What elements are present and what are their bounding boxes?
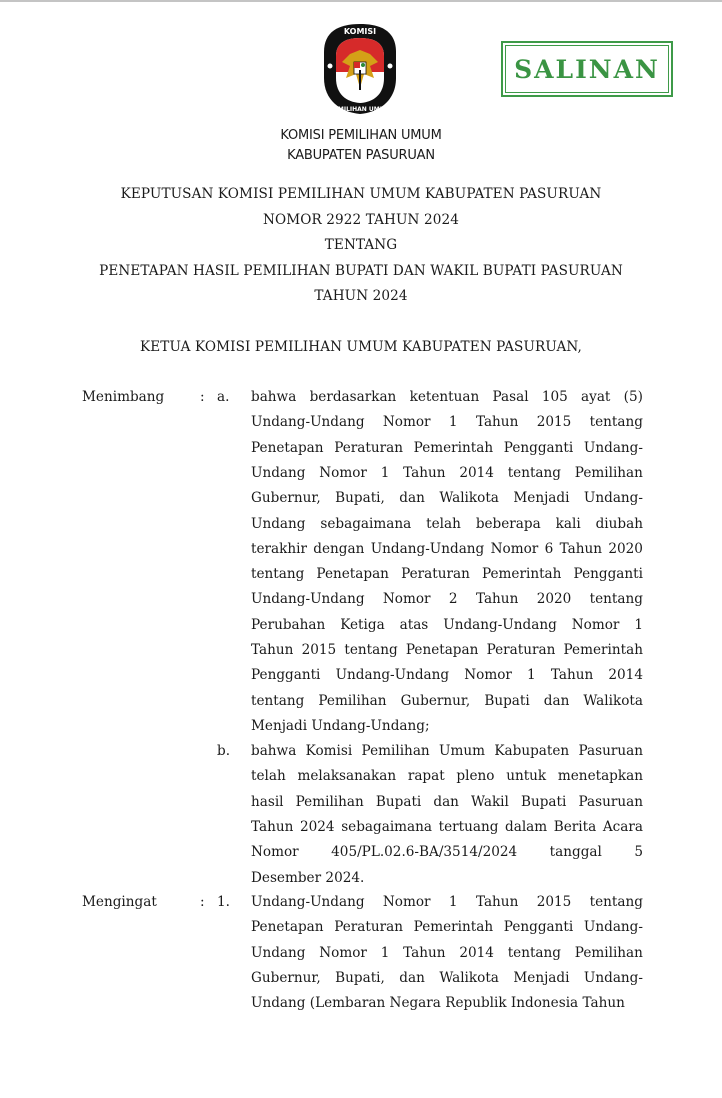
word: Peraturan xyxy=(401,566,470,583)
word: sebagaimana xyxy=(341,818,433,835)
word: ayat xyxy=(581,389,611,405)
text-line xyxy=(251,516,643,532)
issuer-line: KETUA KOMISI PEMILIHAN UMUM KABUPATEN PASURUAN, xyxy=(140,339,582,355)
org-name-line1: KOMISI PEMILIHAN UMUM xyxy=(280,128,442,143)
text-line xyxy=(251,794,643,810)
text-line xyxy=(251,465,643,481)
word: Walikota xyxy=(439,490,499,507)
word: dan xyxy=(433,793,459,810)
word: Penetapan xyxy=(251,919,324,936)
word: Undang xyxy=(251,464,306,481)
word: Bupati xyxy=(484,692,530,709)
word: Undang-Undang xyxy=(443,616,557,633)
word: 105 xyxy=(541,389,568,405)
word: 1 xyxy=(448,894,458,910)
word: Nomor xyxy=(319,464,367,481)
word: Bupati xyxy=(375,793,422,810)
word: tentang xyxy=(589,591,643,608)
word: Pengganti xyxy=(251,667,321,684)
word: 2014 xyxy=(608,667,643,684)
word: dan xyxy=(399,969,425,986)
word: Gubernur, xyxy=(251,969,321,986)
word: 2014 xyxy=(459,944,494,961)
text-line xyxy=(251,414,643,430)
word: berdasarkan xyxy=(309,389,397,405)
text-line xyxy=(251,693,643,709)
text-line xyxy=(251,970,643,986)
word: tentang xyxy=(589,414,643,431)
word: melaksanakan xyxy=(297,768,397,785)
word: Undang-Undang xyxy=(370,540,485,557)
word: Wakil xyxy=(471,793,509,810)
word: 1 xyxy=(448,414,458,431)
kpu-logo-icon xyxy=(320,22,400,116)
word: Umum xyxy=(439,743,486,759)
word: kali xyxy=(555,515,581,532)
word: Bupati, xyxy=(335,969,385,986)
word: 2020 xyxy=(608,540,643,557)
word: Bupati, xyxy=(335,490,385,507)
word: 405/PL.02.6-BA/3514/2024 xyxy=(331,844,518,861)
word: 1 xyxy=(527,667,536,684)
word: Pemilihan xyxy=(318,692,387,709)
item-marker-a: a. xyxy=(217,389,230,405)
word: Pemilihan xyxy=(361,743,430,759)
word: (5) xyxy=(623,389,643,405)
word: Pemerintah xyxy=(481,566,562,583)
word: tentang xyxy=(344,642,398,658)
word: Pasuruan xyxy=(578,743,643,759)
text-line xyxy=(251,566,643,582)
word: tentang xyxy=(251,566,305,583)
word: Peraturan xyxy=(334,439,403,456)
decree-subject: PENETAPAN HASIL PEMILIHAN BUPATI DAN WAKIL BUPATI PASURUAN xyxy=(99,263,623,279)
text-line: Desember 2024. xyxy=(251,869,365,886)
word: Undang xyxy=(251,944,306,961)
word: 2015 xyxy=(536,414,572,431)
mengingat-colon: : xyxy=(200,894,205,910)
word: Tahun xyxy=(475,591,519,608)
word: rapat xyxy=(407,768,445,785)
item-marker-b: b. xyxy=(217,743,231,759)
word: Pemerintah xyxy=(413,919,494,936)
word: 2024 xyxy=(299,818,335,835)
word: Menjadi xyxy=(513,490,570,507)
word: 1 xyxy=(380,944,390,961)
word: Ketiga xyxy=(340,616,385,633)
word: Undang- xyxy=(583,919,643,936)
decree-tentang: TENTANG xyxy=(324,237,398,253)
text-line xyxy=(251,894,643,910)
word: Peraturan xyxy=(334,919,403,936)
text-line: Menjadi Undang-Undang; xyxy=(251,717,430,734)
word: Tahun xyxy=(550,667,594,684)
word: 2015 xyxy=(536,894,572,910)
word: Nomor xyxy=(319,944,367,961)
word: Undang-Undang xyxy=(251,894,365,910)
word: terakhir xyxy=(251,540,307,557)
word: Nomor xyxy=(571,616,620,633)
word: tentang xyxy=(507,944,561,961)
word: tentang xyxy=(507,464,561,481)
word: Nomor xyxy=(382,894,431,910)
menimbang-colon: : xyxy=(200,389,205,405)
word: Nomor xyxy=(251,844,299,861)
word: Tahun xyxy=(403,464,446,481)
word: Gubernur, xyxy=(251,490,321,507)
text-line xyxy=(251,642,643,658)
decree-number: NOMOR 2922 TAHUN 2024 xyxy=(263,212,459,228)
text-line xyxy=(251,743,643,759)
menimbang-label: Menimbang xyxy=(82,389,165,405)
decree-year: TAHUN 2024 xyxy=(314,288,408,304)
item-marker-1: 1. xyxy=(217,894,230,910)
word: hasil xyxy=(251,793,284,810)
word: Pemilihan xyxy=(295,793,364,810)
word: Tahun xyxy=(251,642,294,658)
word: tentang xyxy=(589,894,643,910)
org-name-line2: KABUPATEN PASURUAN xyxy=(287,148,435,163)
word: Nomor xyxy=(382,591,431,608)
word: Peraturan xyxy=(486,642,556,658)
word: Undang- xyxy=(583,969,643,986)
word: dan xyxy=(543,692,570,709)
word: Tahun xyxy=(475,894,519,910)
word: telah xyxy=(251,768,286,785)
word: Walikota xyxy=(439,969,499,986)
word: Pasuruan xyxy=(578,793,643,810)
word: Undang- xyxy=(583,490,643,507)
word: pleno xyxy=(456,768,495,785)
word: 2020 xyxy=(536,591,572,608)
word: 1 xyxy=(634,616,643,633)
word: Gubernur, xyxy=(400,692,471,709)
word: 2015 xyxy=(301,642,337,658)
word: telah xyxy=(426,515,461,532)
word: Penetapan xyxy=(316,566,389,583)
word: Walikota xyxy=(583,692,643,709)
word: Bupati xyxy=(520,793,567,810)
word: Undang-Undang xyxy=(335,667,450,684)
word: Acara xyxy=(602,818,643,835)
word: ketentuan xyxy=(409,389,480,405)
word: Pemilihan xyxy=(574,464,643,481)
word: tentang xyxy=(251,692,305,709)
word: 1 xyxy=(380,464,390,481)
text-line xyxy=(251,440,643,456)
word: bahwa xyxy=(251,743,297,759)
word: untuk xyxy=(506,768,547,785)
word: dalam xyxy=(505,818,548,835)
word: beberapa xyxy=(475,515,541,532)
word: tertuang xyxy=(438,818,499,835)
word: diubah xyxy=(595,515,643,532)
word: tanggal xyxy=(549,844,602,861)
word: Undang-Undang xyxy=(251,591,365,608)
word: Nomor xyxy=(464,667,512,684)
word: Undang- xyxy=(583,439,643,456)
word: Pengganti xyxy=(503,919,574,936)
word: Pasal xyxy=(492,389,529,405)
text-line xyxy=(251,945,643,961)
word: menetapkan xyxy=(557,768,643,785)
word: Pengganti xyxy=(573,566,643,583)
word: 6 xyxy=(544,540,554,557)
word: atas xyxy=(399,616,429,633)
word: 2 xyxy=(448,591,458,608)
svg-text:PEMILIHAN UMUM: PEMILIHAN UMUM xyxy=(329,106,391,113)
text-line xyxy=(251,490,643,506)
word: 2014 xyxy=(459,464,494,481)
word: dan xyxy=(399,490,425,507)
word: Pemerintah xyxy=(563,642,643,658)
word: Tahun xyxy=(475,414,519,431)
word: Berita xyxy=(553,818,597,835)
text-line xyxy=(251,819,643,835)
text-line xyxy=(251,667,643,683)
word: Perubahan xyxy=(251,616,326,633)
word: Undang-Undang xyxy=(251,414,365,431)
word: Undang xyxy=(251,515,306,532)
text-line xyxy=(251,541,643,557)
decree-title: KEPUTUSAN KOMISI PEMILIHAN UMUM KABUPATEN PASURUAN xyxy=(120,186,602,202)
word: Nomor xyxy=(382,414,431,431)
word: Pemilihan xyxy=(574,944,643,961)
text-line xyxy=(251,389,643,405)
text-line xyxy=(251,844,643,860)
text-line: Undang (Lembaran Negara Republik Indonesia Tahun xyxy=(251,995,625,1012)
word: Menjadi xyxy=(513,969,570,986)
text-line xyxy=(251,591,643,607)
word: sebagaimana xyxy=(320,515,412,532)
word: Kabupaten xyxy=(494,743,570,759)
word: Tahun xyxy=(403,944,446,961)
word: Pemerintah xyxy=(413,439,494,456)
text-line xyxy=(251,617,643,633)
stamp-text: SALINAN xyxy=(505,45,669,93)
word: Tahun xyxy=(559,540,602,557)
word: Penetapan xyxy=(405,642,479,658)
text-line xyxy=(251,919,643,935)
word: 5 xyxy=(634,844,643,861)
word: dengan xyxy=(313,540,365,557)
word: Tahun xyxy=(251,818,294,835)
word: Komisi xyxy=(305,743,353,759)
text-line xyxy=(251,768,643,784)
svg-text:KOMISI: KOMISI xyxy=(343,27,377,36)
word: bahwa xyxy=(251,389,297,405)
word: Penetapan xyxy=(251,439,324,456)
top-border xyxy=(0,0,722,2)
salinan-stamp xyxy=(501,41,673,97)
word: Pengganti xyxy=(503,439,574,456)
mengingat-label: Mengingat xyxy=(82,894,157,910)
word: Nomor xyxy=(490,540,539,557)
